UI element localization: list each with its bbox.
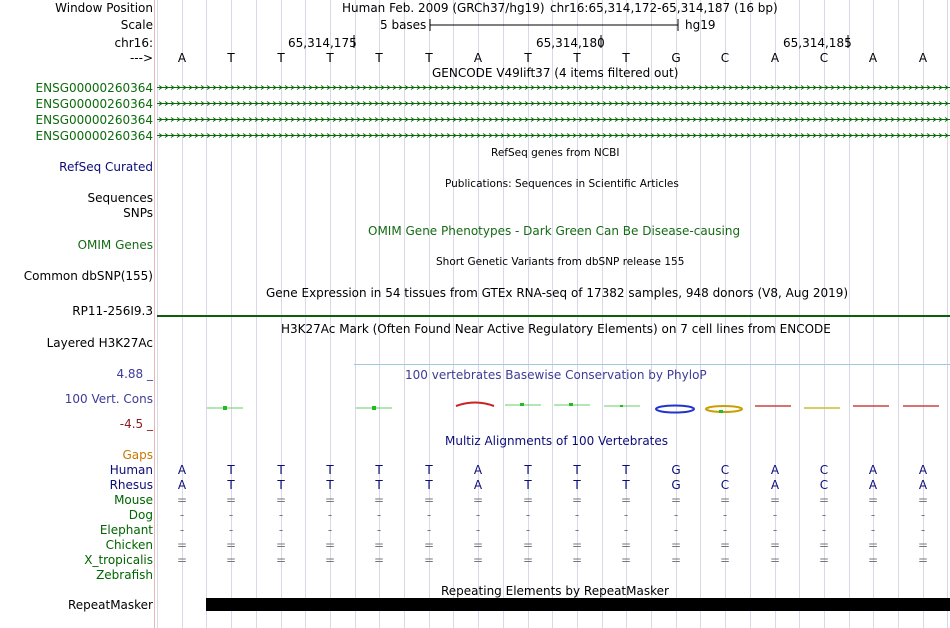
- alignment-symbol-x_tropicalis: =: [522, 553, 534, 567]
- tick-label-3: 65,314,185: [783, 36, 852, 50]
- alignment-symbol-mouse: =: [324, 493, 336, 507]
- gencode-item-4-label[interactable]: ENSG00000260364: [35, 129, 153, 143]
- alignment-symbol-x_tropicalis: =: [373, 553, 385, 567]
- species-label-mouse[interactable]: Mouse: [114, 493, 153, 507]
- aligned-base-human: A: [868, 463, 878, 477]
- alignment-symbol-mouse: =: [571, 493, 583, 507]
- aligned-base-human: A: [473, 463, 483, 477]
- alignment-symbol-dog: -: [228, 508, 234, 522]
- alignment-symbol-dog: -: [426, 508, 432, 522]
- aligned-base-rhesus: C: [819, 478, 829, 492]
- species-label-x_tropicalis[interactable]: X_tropicalis: [84, 553, 153, 567]
- alignment-symbol-x_tropicalis: =: [275, 553, 287, 567]
- aligned-base-human: T: [326, 463, 334, 477]
- reference-base: T: [425, 51, 433, 65]
- omim-track-title: OMIM Gene Phenotypes - Dark Green Can Be Disease-causing: [368, 224, 741, 238]
- alignment-symbol-mouse: =: [769, 493, 781, 507]
- publications-track-label[interactable]: Sequences: [87, 191, 153, 205]
- alignment-symbol-dog: -: [574, 508, 580, 522]
- omim-track-label[interactable]: OMIM Genes: [77, 238, 153, 252]
- alignment-symbol-x_tropicalis: =: [917, 553, 929, 567]
- alignment-symbol-mouse: =: [719, 493, 731, 507]
- gtex-track-title: Gene Expression in 54 tissues from GTEx RNA-seq of 17382 samples, 948 donors (V8, Aug 2019): [266, 286, 849, 300]
- database-name: hg19: [685, 18, 716, 32]
- aligned-base-rhesus: A: [177, 478, 187, 492]
- alignment-symbol-elephant: -: [278, 523, 284, 537]
- alignment-symbol-x_tropicalis: =: [225, 553, 237, 567]
- aligned-base-rhesus: T: [326, 478, 334, 492]
- alignment-symbol-mouse: =: [423, 493, 435, 507]
- alignment-symbol-x_tropicalis: =: [769, 553, 781, 567]
- aligned-base-human: T: [375, 463, 383, 477]
- species-label-dog[interactable]: Dog: [128, 508, 153, 522]
- alignment-symbol-elephant: -: [870, 523, 876, 537]
- alignment-symbol-chicken: =: [670, 538, 682, 552]
- multiz-track-title: Multiz Alignments of 100 Vertebrates: [445, 434, 669, 448]
- alignment-symbol-chicken: =: [719, 538, 731, 552]
- alignment-symbol-dog: -: [327, 508, 333, 522]
- alignment-symbol-dog: -: [475, 508, 481, 522]
- alignment-symbol-x_tropicalis: =: [719, 553, 731, 567]
- gaps-track-label[interactable]: Gaps: [122, 448, 153, 462]
- alignment-symbol-x_tropicalis: =: [176, 553, 188, 567]
- species-label-rhesus[interactable]: Rhesus: [109, 478, 153, 492]
- scale-text: 5 bases: [380, 18, 427, 32]
- aligned-base-human: T: [622, 463, 630, 477]
- alignment-symbol-x_tropicalis: =: [620, 553, 632, 567]
- alignment-symbol-mouse: =: [176, 493, 188, 507]
- alignment-symbol-mouse: =: [670, 493, 682, 507]
- alignment-symbol-chicken: =: [522, 538, 534, 552]
- reference-base: C: [819, 51, 829, 65]
- alignment-symbol-elephant: -: [623, 523, 629, 537]
- alignment-symbol-elephant: -: [426, 523, 432, 537]
- conservation-max-label: 4.88 _: [116, 367, 153, 381]
- chromosome-label: chr16:: [114, 36, 153, 50]
- alignment-symbol-chicken: =: [423, 538, 435, 552]
- aligned-base-human: T: [573, 463, 581, 477]
- alignment-symbol-dog: -: [722, 508, 728, 522]
- aligned-base-human: A: [770, 463, 780, 477]
- reference-base: T: [277, 51, 285, 65]
- refseq-track-label[interactable]: RefSeq Curated: [59, 160, 153, 174]
- alignment-symbol-elephant: -: [920, 523, 926, 537]
- alignment-symbol-mouse: =: [917, 493, 929, 507]
- aligned-base-human: T: [425, 463, 433, 477]
- alignment-symbol-mouse: =: [373, 493, 385, 507]
- aligned-base-human: G: [671, 463, 681, 477]
- aligned-base-rhesus: T: [375, 478, 383, 492]
- alignment-symbol-chicken: =: [818, 538, 830, 552]
- alignment-symbol-dog: -: [278, 508, 284, 522]
- window-position-label: Window Position: [55, 1, 153, 15]
- alignment-symbol-elephant: -: [772, 523, 778, 537]
- gencode-track-title: GENCODE V49lift37 (4 items filtered out): [432, 66, 679, 80]
- alignment-symbol-x_tropicalis: =: [571, 553, 583, 567]
- alignment-symbol-dog: -: [525, 508, 531, 522]
- window-coordinates: chr16:65,314,172-65,314,187 (16 bp): [550, 1, 778, 15]
- alignment-symbol-mouse: =: [275, 493, 287, 507]
- aligned-base-rhesus: T: [227, 478, 235, 492]
- gencode-item-1-label[interactable]: ENSG00000260364: [35, 81, 153, 95]
- alignment-symbol-mouse: =: [818, 493, 830, 507]
- reference-base: A: [473, 51, 483, 65]
- alignment-symbol-dog: -: [821, 508, 827, 522]
- alignment-symbol-elephant: -: [376, 523, 382, 537]
- repeatmasker-track-title: Repeating Elements by RepeatMasker: [441, 584, 669, 598]
- snps-track-label[interactable]: SNPs: [123, 206, 153, 220]
- alignment-symbol-x_tropicalis: =: [324, 553, 336, 567]
- reference-base: C: [720, 51, 730, 65]
- alignment-symbol-dog: -: [870, 508, 876, 522]
- aligned-base-rhesus: A: [770, 478, 780, 492]
- aligned-base-rhesus: T: [425, 478, 433, 492]
- reference-base: A: [177, 51, 187, 65]
- alignment-symbol-elephant: -: [525, 523, 531, 537]
- aligned-base-rhesus: T: [524, 478, 532, 492]
- reference-base: G: [671, 51, 681, 65]
- strand-label: --->: [129, 51, 153, 65]
- alignment-symbol-elephant: -: [574, 523, 580, 537]
- reference-base: T: [573, 51, 581, 65]
- repeatmasker-track-label[interactable]: RepeatMasker: [67, 598, 153, 612]
- aligned-base-human: T: [524, 463, 532, 477]
- alignment-symbol-chicken: =: [373, 538, 385, 552]
- h3k27ac-track-title: H3K27Ac Mark (Often Found Near Active Regulatory Elements) on 7 cell lines from ENCODE: [281, 322, 831, 336]
- reference-base: A: [918, 51, 928, 65]
- aligned-base-rhesus: T: [277, 478, 285, 492]
- alignment-symbol-dog: -: [376, 508, 382, 522]
- reference-base: A: [770, 51, 780, 65]
- conservation-track-title: 100 vertebrates Basewise Conservation by PhyloP: [405, 368, 707, 382]
- aligned-base-human: C: [720, 463, 730, 477]
- alignment-symbol-dog: -: [179, 508, 185, 522]
- alignment-symbol-mouse: =: [472, 493, 484, 507]
- dbsnp-track-title: Short Genetic Variants from dbSNP release 155: [436, 256, 685, 268]
- alignment-symbol-elephant: -: [179, 523, 185, 537]
- reference-base: T: [524, 51, 532, 65]
- species-label-zebrafish[interactable]: Zebrafish: [96, 568, 153, 582]
- scale-label: Scale: [120, 18, 153, 32]
- alignment-symbol-elephant: -: [673, 523, 679, 537]
- aligned-base-rhesus: A: [868, 478, 878, 492]
- alignment-symbol-x_tropicalis: =: [472, 553, 484, 567]
- alignment-symbol-dog: -: [920, 508, 926, 522]
- alignment-symbol-mouse: =: [225, 493, 237, 507]
- alignment-symbol-elephant: -: [722, 523, 728, 537]
- aligned-base-human: C: [819, 463, 829, 477]
- gtex-item-label[interactable]: RP11-256I9.3: [72, 304, 153, 318]
- alignment-symbol-elephant: -: [475, 523, 481, 537]
- alignment-symbol-dog: -: [673, 508, 679, 522]
- alignment-symbol-chicken: =: [176, 538, 188, 552]
- alignment-symbol-chicken: =: [620, 538, 632, 552]
- reference-base: T: [227, 51, 235, 65]
- aligned-base-human: T: [227, 463, 235, 477]
- aligned-base-rhesus: T: [573, 478, 581, 492]
- alignment-symbol-mouse: =: [867, 493, 879, 507]
- alignment-symbol-x_tropicalis: =: [423, 553, 435, 567]
- alignment-symbol-chicken: =: [571, 538, 583, 552]
- assembly-name: Human Feb. 2009 (GRCh37/hg19): [342, 1, 545, 15]
- aligned-base-human: T: [277, 463, 285, 477]
- conservation-track-label[interactable]: 100 Vert. Cons: [64, 392, 153, 406]
- alignment-symbol-x_tropicalis: =: [867, 553, 879, 567]
- alignment-symbol-dog: -: [623, 508, 629, 522]
- alignment-symbol-mouse: =: [620, 493, 632, 507]
- alignment-symbol-elephant: -: [821, 523, 827, 537]
- alignment-symbol-dog: -: [772, 508, 778, 522]
- tick-label-2: 65,314,180: [536, 36, 605, 50]
- aligned-base-rhesus: A: [918, 478, 928, 492]
- dbsnp-track-label[interactable]: Common dbSNP(155): [23, 269, 153, 283]
- alignment-symbol-chicken: =: [324, 538, 336, 552]
- alignment-symbol-chicken: =: [769, 538, 781, 552]
- alignment-symbol-elephant: -: [228, 523, 234, 537]
- alignment-symbol-elephant: -: [327, 523, 333, 537]
- alignment-symbol-mouse: =: [522, 493, 534, 507]
- aligned-base-rhesus: T: [622, 478, 630, 492]
- species-label-chicken[interactable]: Chicken: [105, 538, 153, 552]
- aligned-base-human: A: [177, 463, 187, 477]
- species-label-elephant[interactable]: Elephant: [99, 523, 153, 537]
- refseq-track-title: RefSeq genes from NCBI: [491, 147, 620, 159]
- repeatmasker-element[interactable]: [206, 598, 950, 611]
- reference-base: T: [375, 51, 383, 65]
- alignment-symbol-chicken: =: [917, 538, 929, 552]
- alignment-symbol-chicken: =: [472, 538, 484, 552]
- gencode-item-2-label[interactable]: ENSG00000260364: [35, 97, 153, 111]
- alignment-symbol-chicken: =: [275, 538, 287, 552]
- h3k27ac-track-label[interactable]: Layered H3K27Ac: [46, 336, 153, 350]
- gencode-item-3-label[interactable]: ENSG00000260364: [35, 113, 153, 127]
- conservation-min-label: -4.5 _: [119, 417, 153, 431]
- reference-base: T: [622, 51, 630, 65]
- tick-label-1: 65,314,175: [288, 36, 357, 50]
- alignment-symbol-chicken: =: [867, 538, 879, 552]
- species-label-human[interactable]: Human: [109, 463, 153, 477]
- aligned-base-rhesus: G: [671, 478, 681, 492]
- alignment-symbol-x_tropicalis: =: [670, 553, 682, 567]
- reference-base: T: [326, 51, 334, 65]
- alignment-symbol-x_tropicalis: =: [818, 553, 830, 567]
- aligned-base-human: A: [918, 463, 928, 477]
- reference-base: A: [868, 51, 878, 65]
- publications-track-title: Publications: Sequences in Scientific Articles: [445, 178, 679, 190]
- aligned-base-rhesus: C: [720, 478, 730, 492]
- alignment-symbol-chicken: =: [225, 538, 237, 552]
- aligned-base-rhesus: A: [473, 478, 483, 492]
